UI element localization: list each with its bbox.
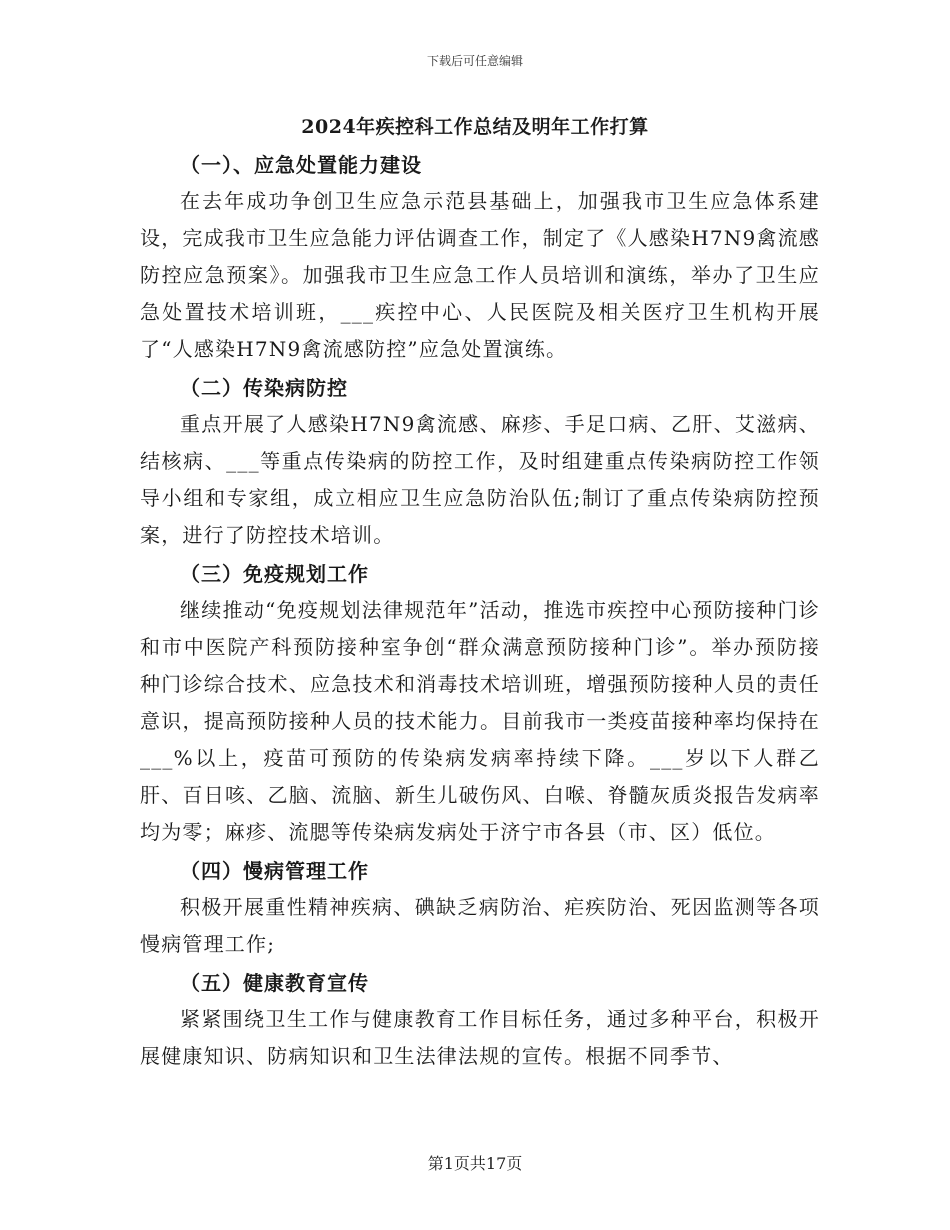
section-paragraph: 积极开展重性精神疾病、碘缺乏病防治、疟疾防治、死因监测等各项慢病管理工作;: [140, 895, 820, 956]
section-heading: （三）免疫规划工作: [180, 562, 369, 586]
section-heading: （四）慢病管理工作: [180, 859, 369, 883]
section-paragraph: 紧紧围绕卫生工作与健康教育工作目标任务，通过多种平台，积极开展健康知识、防病知识和卫生法律法规的宣传。根据不同季节、: [140, 1007, 820, 1068]
section-paragraph: 在去年成功争创卫生应急示范县基础上，加强我市卫生应急体系建设，完成我市卫生应急能力评估调查工作，制定了《人感染H7N9禽流感防控应急预案》。加强我市卫生应急工作人员培训和演练，举办了卫生应急处置技术培训班，___疾控中心、人民医院及相关医疗卫生机构开展了“人感染H7N9禽流感防控”应急处置演练。: [140, 189, 820, 361]
page-footer: 第1页共17页: [427, 1154, 523, 1173]
section-heading: （一）、应急处置能力建设: [180, 153, 422, 177]
section-heading: （五）健康教育宣传: [180, 971, 369, 995]
section-2: [140, 370, 820, 554]
section-paragraph: 重点开展了人感染H7N9禽流感、麻疹、手足口病、乙肝、艾滋病、结核病、___等重点传染病的防控工作，及时组建重点传染病防控工作领导小组和专家组，成立相应卫生应急防治队伍;制订了重点传染病防控预案，进行了防控技术培训。: [140, 412, 820, 547]
document-body: [140, 147, 820, 1075]
section-1: [140, 147, 820, 368]
document-title: 2024年疾控科工作总结及明年工作打算: [301, 116, 649, 138]
section-heading: （二）传染病防控: [180, 376, 348, 400]
section-3: [140, 556, 820, 851]
section-paragraph: 继续推动“免疫规划法律规范年”活动，推选市疾控中心预防接种门诊和市中医院产科预防接种室争创“群众满意预防接种门诊”。举办预防接种门诊综合技术、应急技术和消毒技术培训班，增强预防接种人员的责任意识，提高预防接种人员的技术能力。目前我市一类疫苗接种率均保持在___%以上，疫苗可预防的传染病发病率持续下降。___岁以下人群乙肝、百日咳、乙脑、流脑、新生儿破伤风、白喉、脊髓灰质炎报告发病率均为零；麻疹、流腮等传染病发病处于济宁市各县（市、区）低位。: [140, 598, 820, 844]
header-note: 下载后可任意编辑: [426, 54, 523, 68]
section-4: [140, 853, 820, 963]
section-5: [140, 965, 820, 1075]
